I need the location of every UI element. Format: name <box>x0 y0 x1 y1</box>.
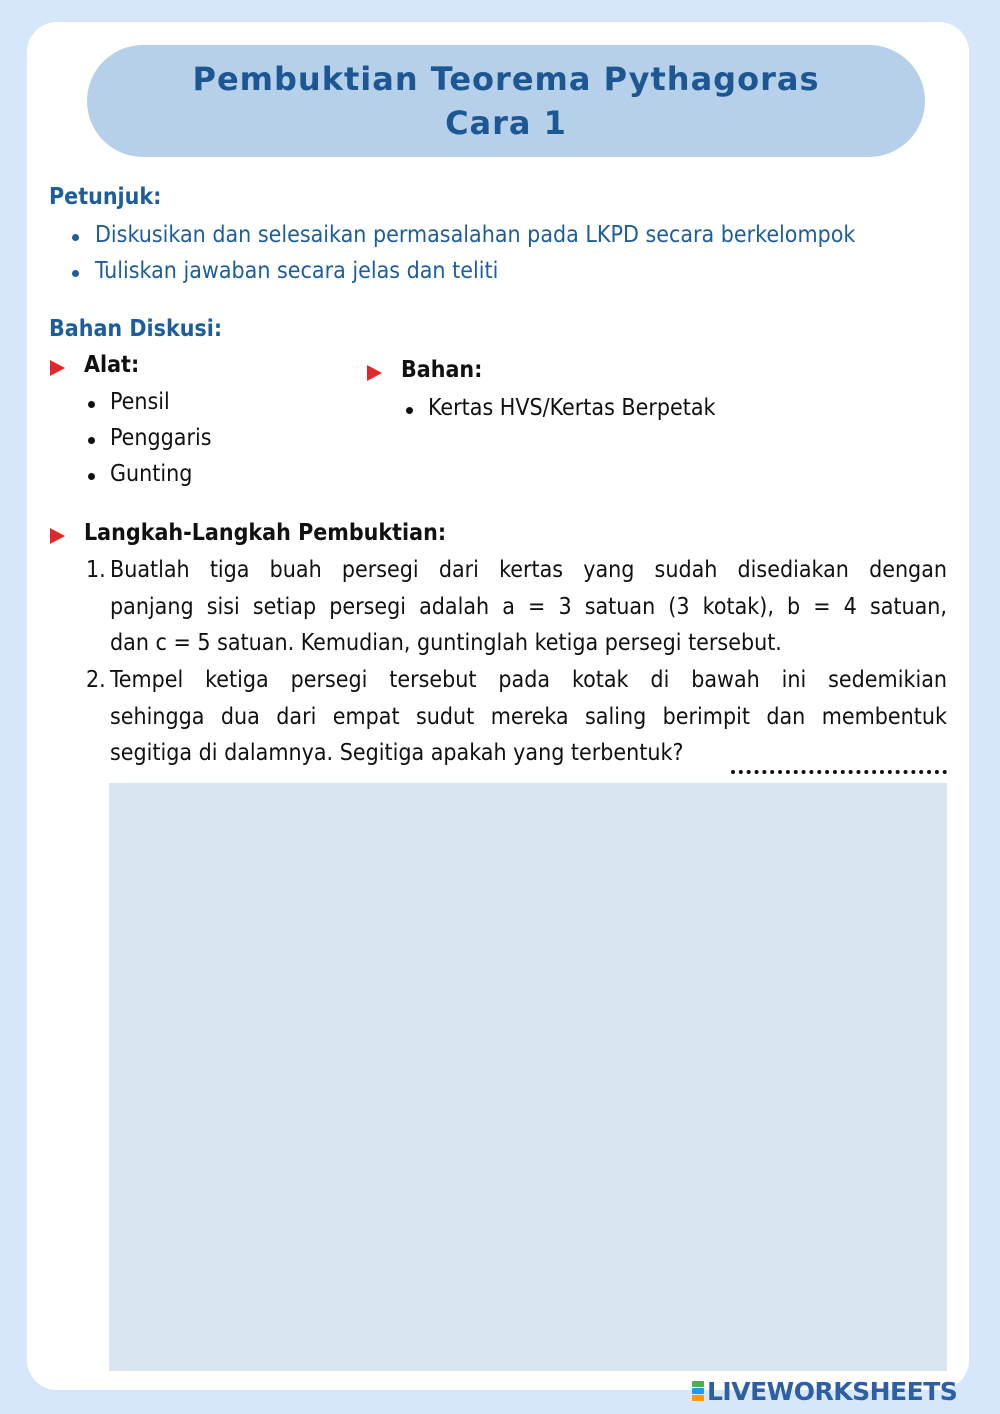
petunjuk-item-1: Diskusikan dan selesaikan permasalahan pada LKPD secara berkelompok <box>95 222 856 248</box>
step-2-line-1: Tempel ketiga persegi tersebut pada kotak di bawah ini sedemikian <box>110 667 947 693</box>
petunjuk-item-2: Tuliskan jawaban secara jelas dan teliti <box>95 258 499 284</box>
langkah-heading: Langkah-Langkah Pembuktian: <box>84 520 447 546</box>
step-number-2: 2. <box>86 667 106 693</box>
step-1-line-2: panjang sisi setiap persegi adalah a = 3 satuan (3 kotak), b = 4 satuan, <box>110 594 947 620</box>
title-line-1: Pembuktian Teorema Pythagoras <box>192 60 820 98</box>
title-line-2: Cara 1 <box>445 104 567 142</box>
bullet-dot-icon <box>88 473 95 480</box>
step-1-line-1: Buatlah tiga buah persegi dari kertas yang sudah disediakan dengan <box>110 557 947 583</box>
triangle-marker-icon <box>50 528 65 544</box>
petunjuk-heading: Petunjuk: <box>49 184 162 210</box>
liveworksheets-logo-icon <box>692 1381 704 1401</box>
alat-item-3: Gunting <box>110 461 193 487</box>
bullet-dot-icon <box>88 401 95 408</box>
bullet-dot-icon <box>88 437 95 444</box>
paste-area[interactable] <box>109 783 947 1371</box>
footer-brand <box>692 1376 957 1406</box>
bahan-item-1: Kertas HVS/Kertas Berpetak <box>428 395 716 421</box>
alat-item-2: Penggaris <box>110 425 212 451</box>
bullet-dot-icon <box>406 407 413 414</box>
alat-heading: Alat: <box>84 352 140 378</box>
step-number-1: 1. <box>86 557 106 583</box>
bahan-heading: Bahan: <box>401 357 483 383</box>
answer-blank[interactable] <box>731 762 947 774</box>
footer-brand-text: LIVEWORKSHEETS <box>707 1376 958 1406</box>
bullet-dot-icon <box>72 234 79 241</box>
step-2-line-2: sehingga dua dari empat sudut mereka saling berimpit dan membentuk <box>110 704 947 730</box>
triangle-marker-icon <box>50 360 65 376</box>
bahan-diskusi-heading: Bahan Diskusi: <box>49 316 223 342</box>
bullet-dot-icon <box>72 270 79 277</box>
alat-item-1: Pensil <box>110 389 170 415</box>
step-2-line-3: segitiga di dalamnya. Segitiga apakah yang terbentuk? <box>110 740 684 766</box>
triangle-marker-icon <box>367 365 382 381</box>
title-banner <box>87 45 925 157</box>
step-1-line-3: dan c = 5 satuan. Kemudian, guntinglah ketiga persegi tersebut. <box>110 630 782 656</box>
